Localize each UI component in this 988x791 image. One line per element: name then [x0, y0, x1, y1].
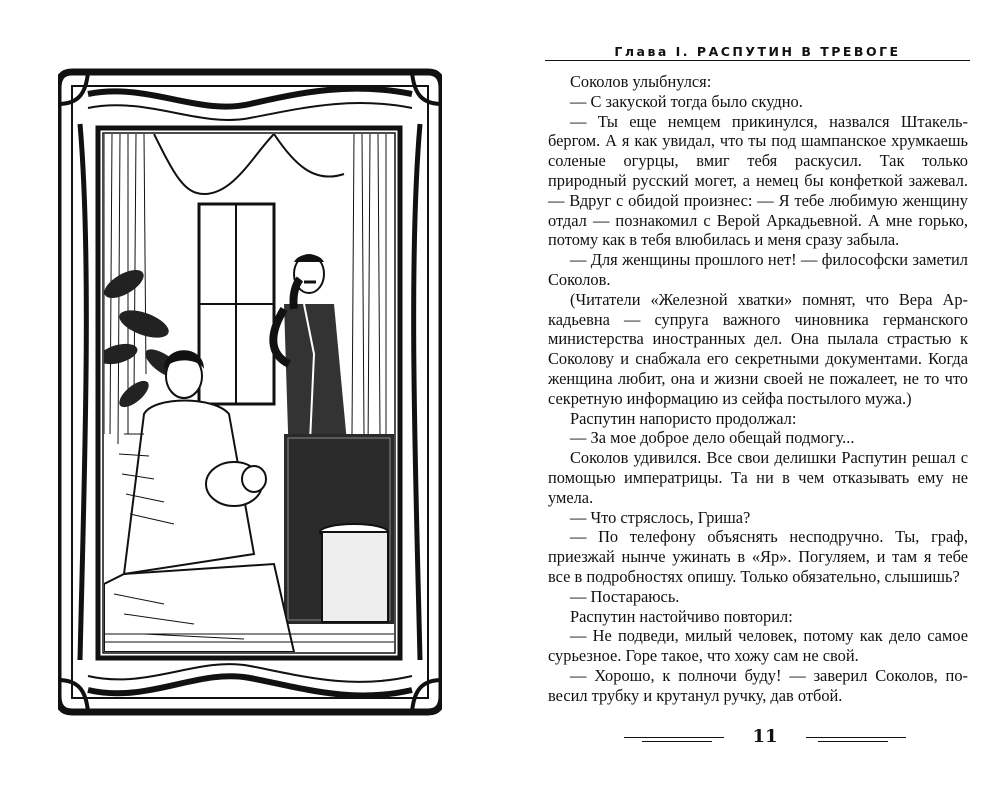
paragraph: — Что стряслось, Гриша?: [570, 507, 751, 527]
paragraph: — Ты еще немцем прикинулся, назвался Штакельбергом. А я как увидал, что ты под шампанское хрумкаешь соленые огурцы, вмиг тебя раскусил. Так только природный русский могет, а немец бы конфеткой зажевал. — Вдруг с обидой произнес: — Я тебе любимую женщину отдал — познакомил с Верой Аркадьевной. А мне горько, потому как в тебя влюбилась и меня сразу забыла.: [548, 111, 968, 250]
paragraph: Соколов улыбнулся:: [570, 72, 712, 91]
running-head: Глава I. РАСПУТИН В ТРЕВОГЕ: [614, 44, 901, 59]
paragraph: — Хорошо, к полночи буду! — заверил Соколов, повесил трубку и крутанул ручку, дав отбой.: [548, 665, 968, 705]
paragraph: — Не подведи, милый человек, потому как дело самое сурьезное. Горе такое, что хожу сам не свой.: [548, 626, 968, 666]
header-rule: [545, 60, 970, 61]
paragraph: — По телефону объяснять несподручно. Ты, граф, приезжай нынче ужинать в «Яр». Погуляем, и там я тебе все в подробностях опишу. Только обязательно, слышишь?: [548, 527, 968, 586]
paragraph: — Постараюсь.: [570, 586, 680, 606]
paragraph: Соколов удивился. Все свои делишки Распутин решал с помощью императрицы. Та ни в чем отказывать ему не умела.: [548, 448, 968, 507]
body-text: [548, 72, 968, 706]
illustration-frame: [58, 64, 442, 720]
page-number: 11: [752, 726, 778, 747]
engraving-illustration: [104, 134, 394, 652]
paragraph: — С закуской тогда было скудно.: [570, 91, 803, 111]
paragraph: Распутин напористо продолжал:: [570, 408, 797, 428]
paragraph: (Читатели «Железной хватки» помнят, что Вера Аркадьевна — супруга важного чиновника германского министерства иностранных дел. Она пылала страстью к Соколову и снабжала его секретными документами. Когда женщина любит, она и жизни своей не пожалеет, не то что секретную информацию из сейфа постылого мужа.): [548, 289, 968, 408]
paragraph: — За мое доброе дело обещай подмогу...: [570, 428, 855, 448]
paragraph: Распутин настойчиво повторил:: [570, 606, 793, 626]
page-footer: [624, 724, 906, 750]
paragraph: — Для женщины прошлого нет! — философски заметил Соколов.: [548, 250, 968, 289]
footer-rule-right: [806, 737, 906, 738]
